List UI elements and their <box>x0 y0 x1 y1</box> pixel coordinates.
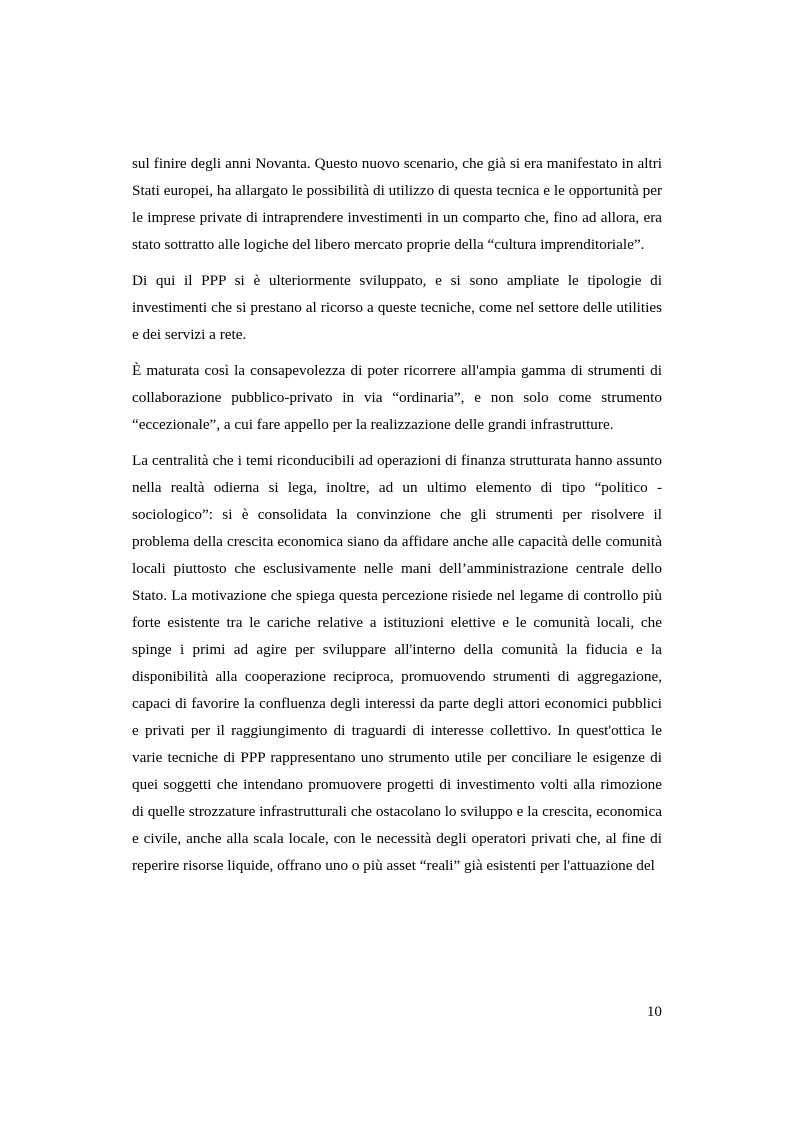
page-number: 10 <box>646 1003 662 1020</box>
paragraph-4: La centralità che i temi riconducibili ad operazioni di finanza strutturata hanno assunto nella realtà odierna si lega, inoltre, ad un ultimo elemento di tipo “politico -sociologico”: si è consolidata la convinzione che gli strumenti per risolvere il problema della crescita economica siano da affidare anche alle capacità delle comunità locali piuttosto che esclusivamente nelle mani dell’amministrazione centrale dello Stato. La motivazione che spiega questa percezione risiede nel legame di controllo più forte esistente tra le cariche relative a istituzioni elettive e le comunità locali, che spinge i primi ad agire per sviluppare all'interno della comunità la fiducia e la disponibilità alla cooperazione reciproca, promuovendo strumenti di aggregazione, capaci di favorire la confluenza degli interessi da parte degli attori economici pubblici e privati per il raggiungimento di traguardi di interesse collettivo. In quest'ottica le varie tecniche di PPP rappresentano uno strumento utile per conciliare le esigenze di quei soggetti che intendano promuovere progetti di investimento volti alla rimozione di quelle strozzature infrastrutturali che ostacolano lo sviluppo e la crescita, economica e civile, anche alla scala locale, con le necessità degli operatori privati che, al fine di reperire risorse liquide, offrano uno o più asset “reali” già esistenti per l'attuazione del <box>132 452 662 874</box>
paragraph-2: Di qui il PPP si è ulteriormente sviluppato, e si sono ampliate le tipologie di investimenti che si prestano al ricorso a queste tecniche, come nel settore delle utilities e dei servizi a rete. <box>132 272 662 343</box>
paragraph-1: sul finire degli anni Novanta. Questo nuovo scenario, che già si era manifestato in altri Stati europei, ha allargato le possibilità di utilizzo di questa tecnica e le opportunità per le imprese private di intraprendere investimenti in un comparto che, fino ad allora, era stato sottratto alle logiche del libero mercato proprie della “cultura imprenditoriale”. <box>132 155 662 253</box>
paragraph-3: È maturata così la consapevolezza di poter ricorrere all'ampia gamma di strumenti di collaborazione pubblico-privato in via “ordinaria”, e non solo come strumento “eccezionale”, a cui fare appello per la realizzazione delle grandi infrastrutture. <box>132 362 662 433</box>
document-body <box>132 150 662 888</box>
